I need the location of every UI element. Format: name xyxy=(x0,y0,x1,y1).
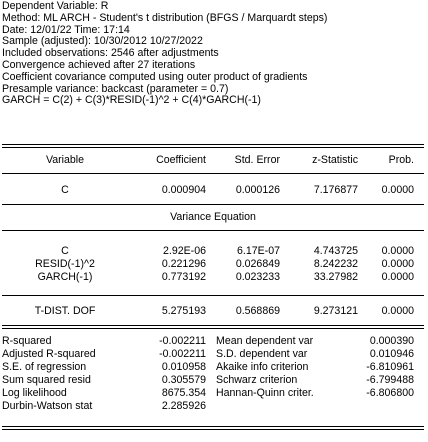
col-header-z-statistic: z-Statistic xyxy=(312,154,358,166)
table-top-rule xyxy=(2,144,424,148)
header-line: Date: 12/01/22 Time: 17:14 xyxy=(2,23,130,36)
header-line: Dependent Variable: R xyxy=(2,0,109,12)
stat-label: S.D. dependent var xyxy=(216,348,308,360)
col-header-std-error: Std. Error xyxy=(234,154,280,166)
stat-value: -6.806800 xyxy=(366,387,414,399)
section-rule xyxy=(2,204,424,205)
row-coefficient: 2.92E-06 xyxy=(163,245,206,257)
stat-label: Akaike info criterion xyxy=(216,361,309,373)
row-std-error: 6.17E-07 xyxy=(237,245,280,257)
stat-label: Mean dependent var xyxy=(216,335,314,347)
stat-value: 0.010946 xyxy=(369,348,414,360)
header-line: GARCH = C(2) + C(3)*RESID(-1)^2 + C(4)*GARCH(-1) xyxy=(2,94,261,107)
row-prob: 0.0000 xyxy=(381,258,414,270)
stat-label: Durbin-Watson stat xyxy=(2,400,93,412)
row-prob: 0.0000 xyxy=(381,245,414,257)
stats-rule xyxy=(2,325,424,329)
variance-equation-title: Variance Equation xyxy=(170,211,256,223)
stat-value: 0.000390 xyxy=(369,335,414,347)
header-rule xyxy=(2,173,424,174)
row-prob: 0.0000 xyxy=(381,184,414,196)
row-variable: C xyxy=(61,184,69,196)
row-variable: RESID(-1)^2 xyxy=(35,258,95,270)
stat-label: R-squared xyxy=(2,335,52,347)
row-std-error: 0.000126 xyxy=(235,184,280,196)
stat-label: Schwarz criterion xyxy=(216,374,298,386)
stat-value: 0.305579 xyxy=(161,374,206,386)
row-variable: T-DIST. DOF xyxy=(34,305,96,317)
col-header-prob: Prob. xyxy=(388,154,414,166)
stat-value: -6.810961 xyxy=(366,361,414,373)
row-coefficient: 0.221296 xyxy=(161,258,206,270)
col-header-coefficient: Coefficient xyxy=(156,154,206,166)
section-rule xyxy=(2,295,424,296)
row-z-statistic: 7.176877 xyxy=(313,184,358,196)
row-z-statistic: 33.27982 xyxy=(313,271,358,283)
row-prob: 0.0000 xyxy=(381,305,414,317)
row-std-error: 0.568869 xyxy=(235,305,280,317)
stat-value: -0.002211 xyxy=(159,335,206,347)
stat-label: Hannan-Quinn criter. xyxy=(216,387,314,399)
stat-label: S.E. of regression xyxy=(2,361,87,373)
header-line: Method: ML ARCH - Student's t distribution (BFGS / Marquardt steps) xyxy=(2,11,328,24)
stat-value: -6.799488 xyxy=(366,374,414,386)
header-line: Included observations: 2546 after adjustments xyxy=(2,47,219,60)
stat-value: 8675.354 xyxy=(161,387,206,399)
header-line: Sample (adjusted): 10/30/2012 10/27/2022 xyxy=(2,35,203,48)
stat-label: Adjusted R-squared xyxy=(2,348,96,360)
table-bottom-rule xyxy=(2,426,424,430)
row-variable: C xyxy=(61,245,69,257)
row-coefficient: 0.773192 xyxy=(161,271,206,283)
row-coefficient: 0.000904 xyxy=(161,184,206,196)
stat-value: 0.010958 xyxy=(161,361,206,373)
row-coefficient: 5.275193 xyxy=(161,305,206,317)
row-std-error: 0.026849 xyxy=(235,258,280,270)
stat-value: 2.285926 xyxy=(161,400,206,412)
row-prob: 0.0000 xyxy=(381,271,414,283)
section-rule xyxy=(2,230,424,231)
header-line: Coefficient covariance computed using outer product of gradients xyxy=(2,70,308,83)
row-std-error: 0.023233 xyxy=(235,271,280,283)
col-header-variable: Variable xyxy=(45,154,85,166)
estimation-header xyxy=(2,1,422,107)
row-variable: GARCH(-1) xyxy=(37,271,93,283)
header-line: Convergence achieved after 27 iterations xyxy=(2,58,196,71)
stat-label: Log likelihood xyxy=(2,387,67,399)
row-z-statistic: 9.273121 xyxy=(313,305,358,317)
stat-label: Sum squared resid xyxy=(2,374,91,386)
row-z-statistic: 8.242232 xyxy=(313,258,358,270)
row-z-statistic: 4.743725 xyxy=(313,245,358,257)
header-line: Presample variance: backcast (parameter = 0.7) xyxy=(2,82,229,95)
stat-value: -0.002211 xyxy=(159,348,206,360)
